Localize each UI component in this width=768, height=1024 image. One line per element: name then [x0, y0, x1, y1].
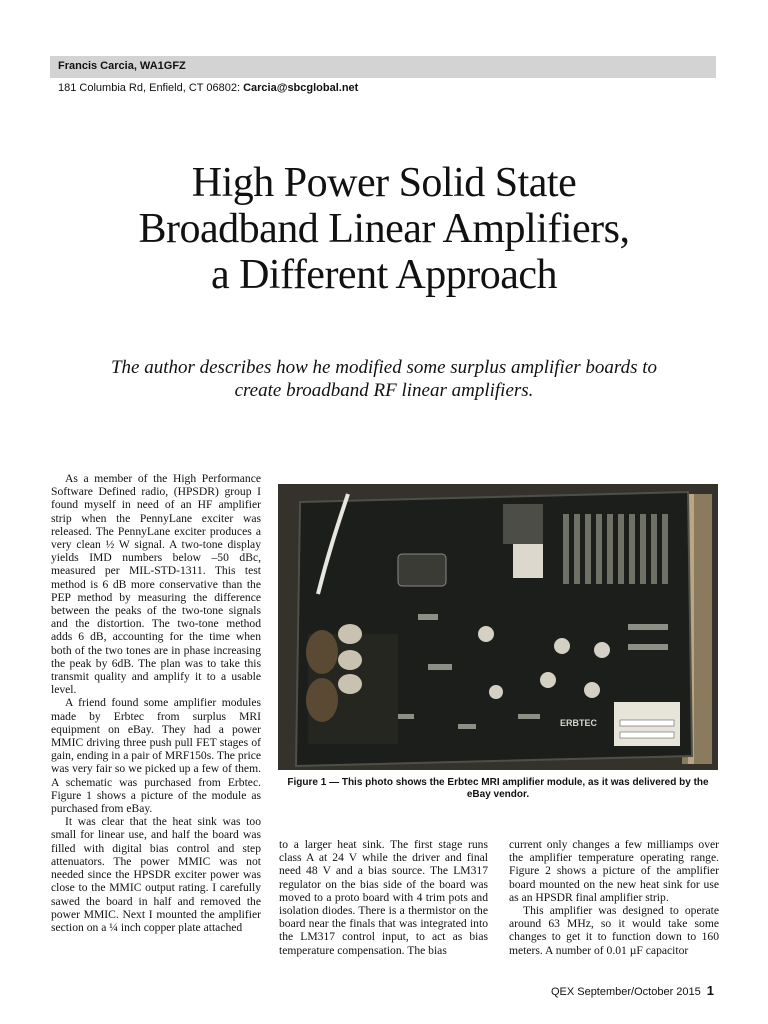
body-column-3: [509, 838, 719, 957]
amplifier-board-photo: [278, 484, 718, 770]
body-paragraph: This amplifier was designed to operate around 63 MHz, so it would take some changes to get it to function down to 160 meters. A number of 0.01 µF capacitor: [509, 904, 719, 957]
deck-line: The author describes how he modified some surplus amplifier boards to: [110, 357, 658, 378]
body-paragraph: current only changes a few milliamps over the amplifier temperature operating range. Figure 2 shows a picture of the amplifier board mounted on the new heat sink for use as an HPSDR final amplifier strip.: [509, 838, 719, 904]
author-name-bar: [50, 56, 716, 78]
author-email: Carcia@sbcglobal.net: [243, 82, 359, 94]
article-title: [0, 160, 768, 298]
author-address: [58, 82, 358, 94]
title-line: High Power Solid State: [191, 160, 577, 206]
page-footer: [551, 983, 714, 998]
page-number: 1: [706, 983, 714, 998]
figure-1-caption: Figure 1 — This photo shows the Erbtec MRI amplifier module, as it was delivered by the eBay vendor.: [287, 777, 709, 800]
title-line: Broadband Linear Amplifiers,: [138, 206, 630, 252]
body-paragraph: to a larger heat sink. The first stage runs class A at 24 V while the driver and final need 48 V and a bias source. The LM317 regulator on the bias side of the board was moved to a proto board with 4 trim pots and isolation diodes. There is a thermistor on the board near the finals that was integrated into the LM317 control input, to act as bias temperature compensation. The bias: [279, 838, 488, 957]
journal-issue: QEX September/October 2015: [550, 986, 701, 998]
address-text: 181 Columbia Rd, Enfield, CT 06802:: [58, 82, 244, 94]
body-paragraph: A friend found some amplifier modules made by Erbtec from surplus MRI equipment on eBay. They had a power MMIC driving three push pull FET stages of gain, ending in a pair of MRF150s. The price was very fair so we picked up a few of them. A schematic was purchased from Erbtec. Figure 1 shows a picture of the module as purchased from eBay.: [51, 696, 261, 816]
body-paragraph: As a member of the High Performance Software Defined radio, (HPSDR) group I found myself in need of an HF amplifier strip when the PennyLane exciter was released. The PennyLane exciter produces a very clean ½ W signal. A two-tone display yields IMD numbers below –50 dBc, measured per MIL-STD-1311. This test method is 6 dB more conservative than the PEP method by measuring the difference between the peaks of the two-tone signals and the distortion. The two-tone method adds 6 dB, accounting for the time when both of the two tones are in phase increasing the peak by 6dB. The plan was to take this transmit quality and amplify it to a usable level.: [51, 472, 261, 697]
deck-line: create broadband RF linear amplifiers.: [234, 380, 534, 401]
body-paragraph: It was clear that the heat sink was too small for linear use, and half the board was filled with digital bias control and step attenuators. The power MMIC was not needed since the HPSDR exciter power was close to the MMIC output rating. I carefully sawed the board in half and removed the power MMIC. Next I mounted the amplifier section on a ¼ inch copper plate attached: [51, 815, 261, 934]
article-deck: [60, 356, 708, 402]
figure-1-photo: [278, 484, 718, 770]
board-logo: ERBTEC: [560, 718, 598, 728]
body-column-2: [279, 838, 488, 957]
body-column-1: [51, 472, 261, 934]
author-name: Francis Carcia, WA1GFZ: [58, 60, 186, 72]
title-line: a Different Approach: [210, 252, 558, 298]
